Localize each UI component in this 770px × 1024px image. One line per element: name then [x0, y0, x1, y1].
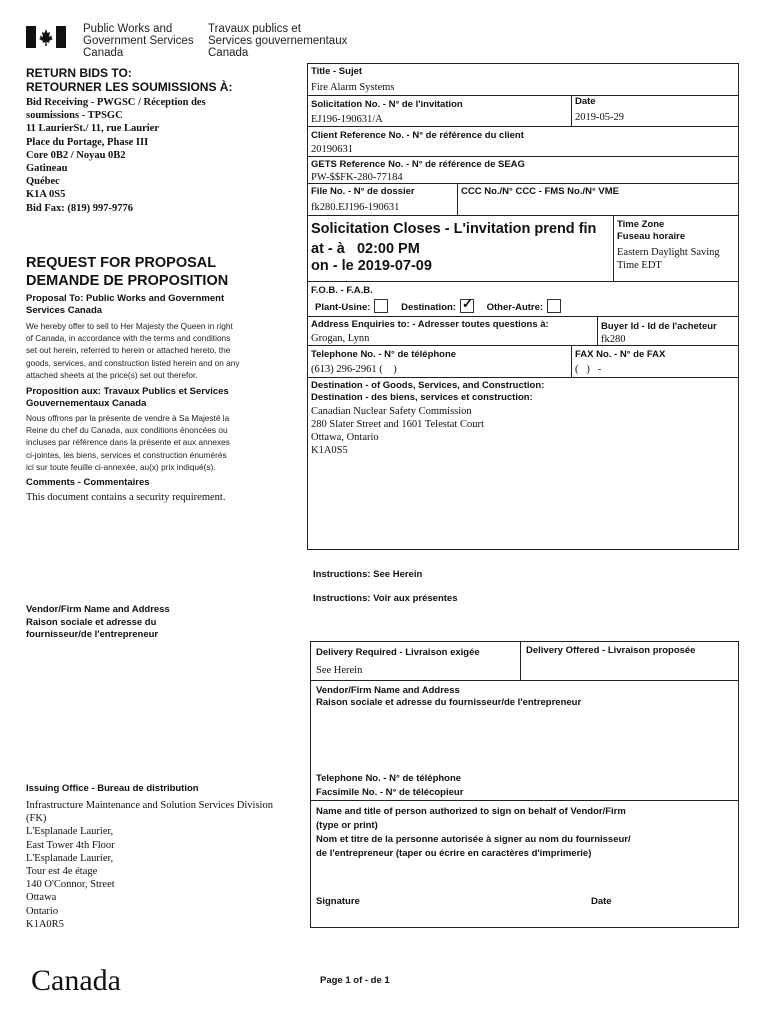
client-reference-field: Client Reference No. - N° de référence du client 20190631	[311, 130, 524, 155]
signature-label: Signature	[316, 896, 360, 907]
date-field: Date 2019-05-29	[575, 96, 624, 123]
checkmark-icon: ✓	[461, 296, 473, 311]
address-enquiries-field: Address Enquiries to: - Adresser toutes questions à: Grogan, Lynn	[311, 319, 549, 344]
department-name-fr: Travaux publics et Services gouvernementaux Canada	[208, 23, 348, 59]
maple-leaf-icon	[26, 26, 66, 48]
ccc-number-field: CCC No./N° CCC - FMS No./N° VME	[461, 186, 620, 197]
gets-reference-field: GETS Reference No. - N° de référence de SEAG PW-$$FK-280-77184	[311, 159, 525, 183]
issuing-office: Issuing Office - Bureau de distribution Infrastructure Maintenance and Solution Services Division (FK) L'Esplanade Laurier, East Tower 4th Floor L'Esplanade Laurier, Tour est 4e étage 140 O'Connor, Street Ottawa Ontario K1A0R5	[26, 783, 273, 930]
delivery-offered-field: Delivery Offered - Livraison proposée	[526, 645, 696, 656]
canada-wordmark: Canada	[31, 964, 121, 997]
page-number: Page 1 of - de 1	[320, 975, 390, 986]
signature-date-label: Date	[591, 896, 612, 907]
time-zone-field: Time Zone Fuseau horaire Eastern Daylight Saving Time EDT	[617, 219, 720, 271]
proposal-fr: Proposition aux: Travaux Publics et Services Gouvernementaux Canada Nous offrons par la présente de vendre à Sa Majesté la Reine du chef du Canada, aux conditions énoncées ou incluses par référence dans la présente et aux annexes ci-jointes, les biens, services et construction énumérés ici sur toute feuille ci-annexée, au(x) prix indiqué(s).	[26, 386, 230, 472]
authorized-person-label: Name and title of person authorized to sign on behalf of Vendor/Firm (type or print) Nom et titre de la personne autorisée à signer au nom du fournisseur/ de l'entrepreneur (taper ou écrire en caractères d'imprimerie)	[316, 806, 631, 859]
destination-checkbox[interactable]	[460, 296, 474, 313]
telephone-field: Telephone No. - N° de téléphone (613) 296-2961 ( )	[311, 349, 457, 375]
plant-checkbox[interactable]	[374, 299, 388, 313]
fob-field: F.O.B. - F.A.B. Plant-Usine: Destination: ✓ Other-Autre:	[311, 285, 567, 314]
comments-section: Comments - Commentaires This document contains a security requirement.	[26, 477, 226, 503]
title-field: Title - Sujet Fire Alarm Systems	[311, 66, 395, 93]
solicitation-number-field: Solicitation No. - N° de l'invitation EJ196-190631/A	[311, 99, 463, 125]
request-title: REQUEST FOR PROPOSAL DEMANDE DE PROPOSITION	[26, 255, 229, 289]
delivery-required-field: Delivery Required - Livraison exigée See Herein	[316, 647, 480, 676]
closing-time: at - à 02:00 PM	[311, 241, 420, 257]
canada-flag-logo	[26, 26, 66, 48]
proposal-en: Proposal To: Public Works and Government Services Canada We hereby offer to sell to Her Majesty the Queen in right of Canada, in accordance with the terms and conditions set out herein, referred to herein or attached hereto, the goods, services, and construction listed herein and on any attached sheets at the price(s) set out therefor.	[26, 293, 240, 380]
instructions-en: Instructions: See Herein	[313, 569, 423, 580]
return-bids-address: Bid Receiving - PWGSC / Réception des soumissions - TPSGC 11 LaurierSt./ 11, rue Laurier Place du Portage, Phase III Core 0B2 / Noyau 0B2 Gatineau Québec K1A 0S5 Bid Fax: (819) 997-9776	[26, 97, 206, 214]
vendor-name-label-left: Vendor/Firm Name and Address Raison sociale et adresse du fournisseur/de l'entrepreneur	[26, 604, 170, 640]
vendor-name-label: Vendor/Firm Name and Address Raison sociale et adresse du fournisseur/de l'entrepreneur	[316, 685, 582, 708]
other-checkbox[interactable]	[547, 299, 561, 313]
return-bids-heading: RETURN BIDS TO: RETOURNER LES SOUMISSIONS À:	[26, 66, 233, 94]
instructions-fr: Instructions: Voir aux présentes	[313, 593, 458, 604]
vendor-telephone-label: Telephone No. - N° de téléphone Facsimile No. - N° de télécopieur	[316, 773, 464, 798]
solicitation-closes-title: Solicitation Closes - L'invitation prend fin	[311, 221, 597, 237]
file-number-field: File No. - N° de dossier fk280.EJ196-190631	[311, 186, 415, 213]
fax-field: FAX No. - N° de FAX ( ) -	[575, 349, 666, 375]
destination-field: Destination - of Goods, Services, and Construction: Destination - des biens, services et construction: Canadian Nuclear Safety Commission 280 Slater Street and 1601 Telestat Court Ottawa, Ontario K1A0S5	[311, 380, 545, 456]
buyer-id-field: Buyer Id - Id de l'acheteur fk280	[601, 321, 717, 343]
department-name-en: Public Works and Government Services Canada	[83, 23, 194, 59]
closing-date: on - le 2019-07-09	[311, 258, 432, 274]
